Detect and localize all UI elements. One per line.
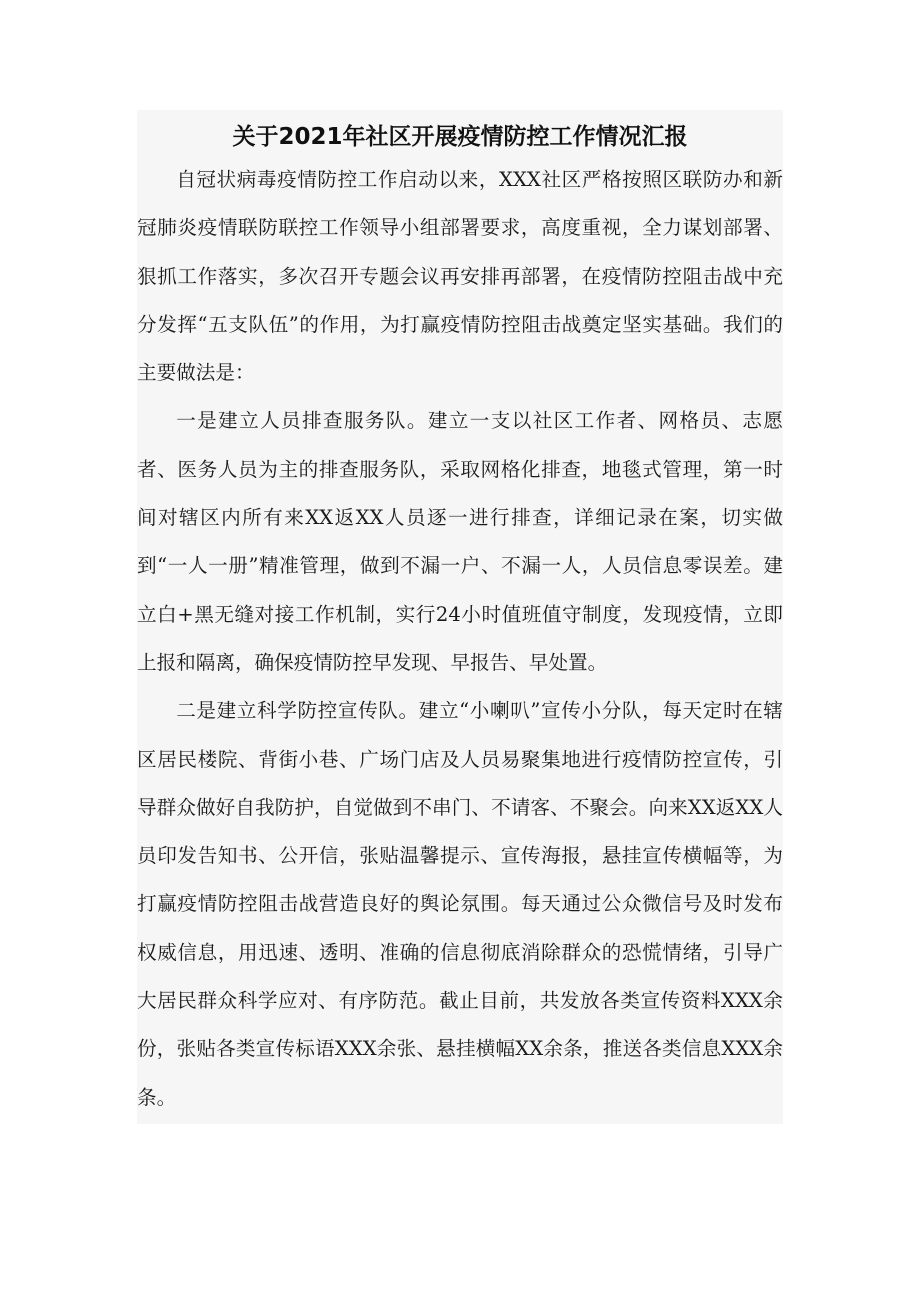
paragraph-publicity-team: 二是建立科学防控宣传队。建立“小喇叭”宣传小分队，每天定时在辖区居民楼院、背街小巷、广场门店及人员易聚集地进行疫情防控宣传，引导群众做好自我防护，自觉做到不串门、不请客、不聚会。向来XX返XX人员印发告知书、公开信，张贴温馨提示、宣传海报，悬挂宣传横幅等，为打赢疫情防控阻击战营造良好的舆论氛围。每天通过公众微信号及时发布权威信息，用迅速、透明、准确的信息彻底消除群众的恐慌情绪，引导广大居民群众科学应对、有序防范。截止目前，共发放各类宣传资料XXX余份，张贴各类宣传标语XXX余张、悬挂横幅XX余条，推送各类信息XXX余条。 bbox=[137, 699, 783, 1109]
document-title: 关于2021年社区开展疫情防控工作情况汇报 bbox=[232, 124, 688, 150]
paragraph-screening-team: 一是建立人员排查服务队。建立一支以社区工作者、网格员、志愿者、医务人员为主的排查服务队，采取网格化排查，地毯式管理，第一时间对辖区内所有来XX返XX人员逐一进行排查，详细记录在案，切实做到“一人一册”精准管理，做到不漏一户、不漏一人，人员信息零误差。建立白+黑无缝对接工作机制，实行24小时值班值守制度，发现疫情，立即上报和隔离，确保疫情防控早发现、早报告、早处置。 bbox=[137, 409, 783, 674]
paragraph-intro: 自冠状病毒疫情防控工作启动以来，XXX社区严格按照区联防办和新冠肺炎疫情联防联控工作领导小组部署要求，高度重视，全力谋划部署、狠抓工作落实，多次召开专题会议再安排再部署，在疫情防控阻击战中充分发挥“五支队伍”的作用，为打赢疫情防控阻击战奠定坚实基础。我们的主要做法是： bbox=[137, 168, 783, 385]
document-body bbox=[137, 110, 783, 1124]
